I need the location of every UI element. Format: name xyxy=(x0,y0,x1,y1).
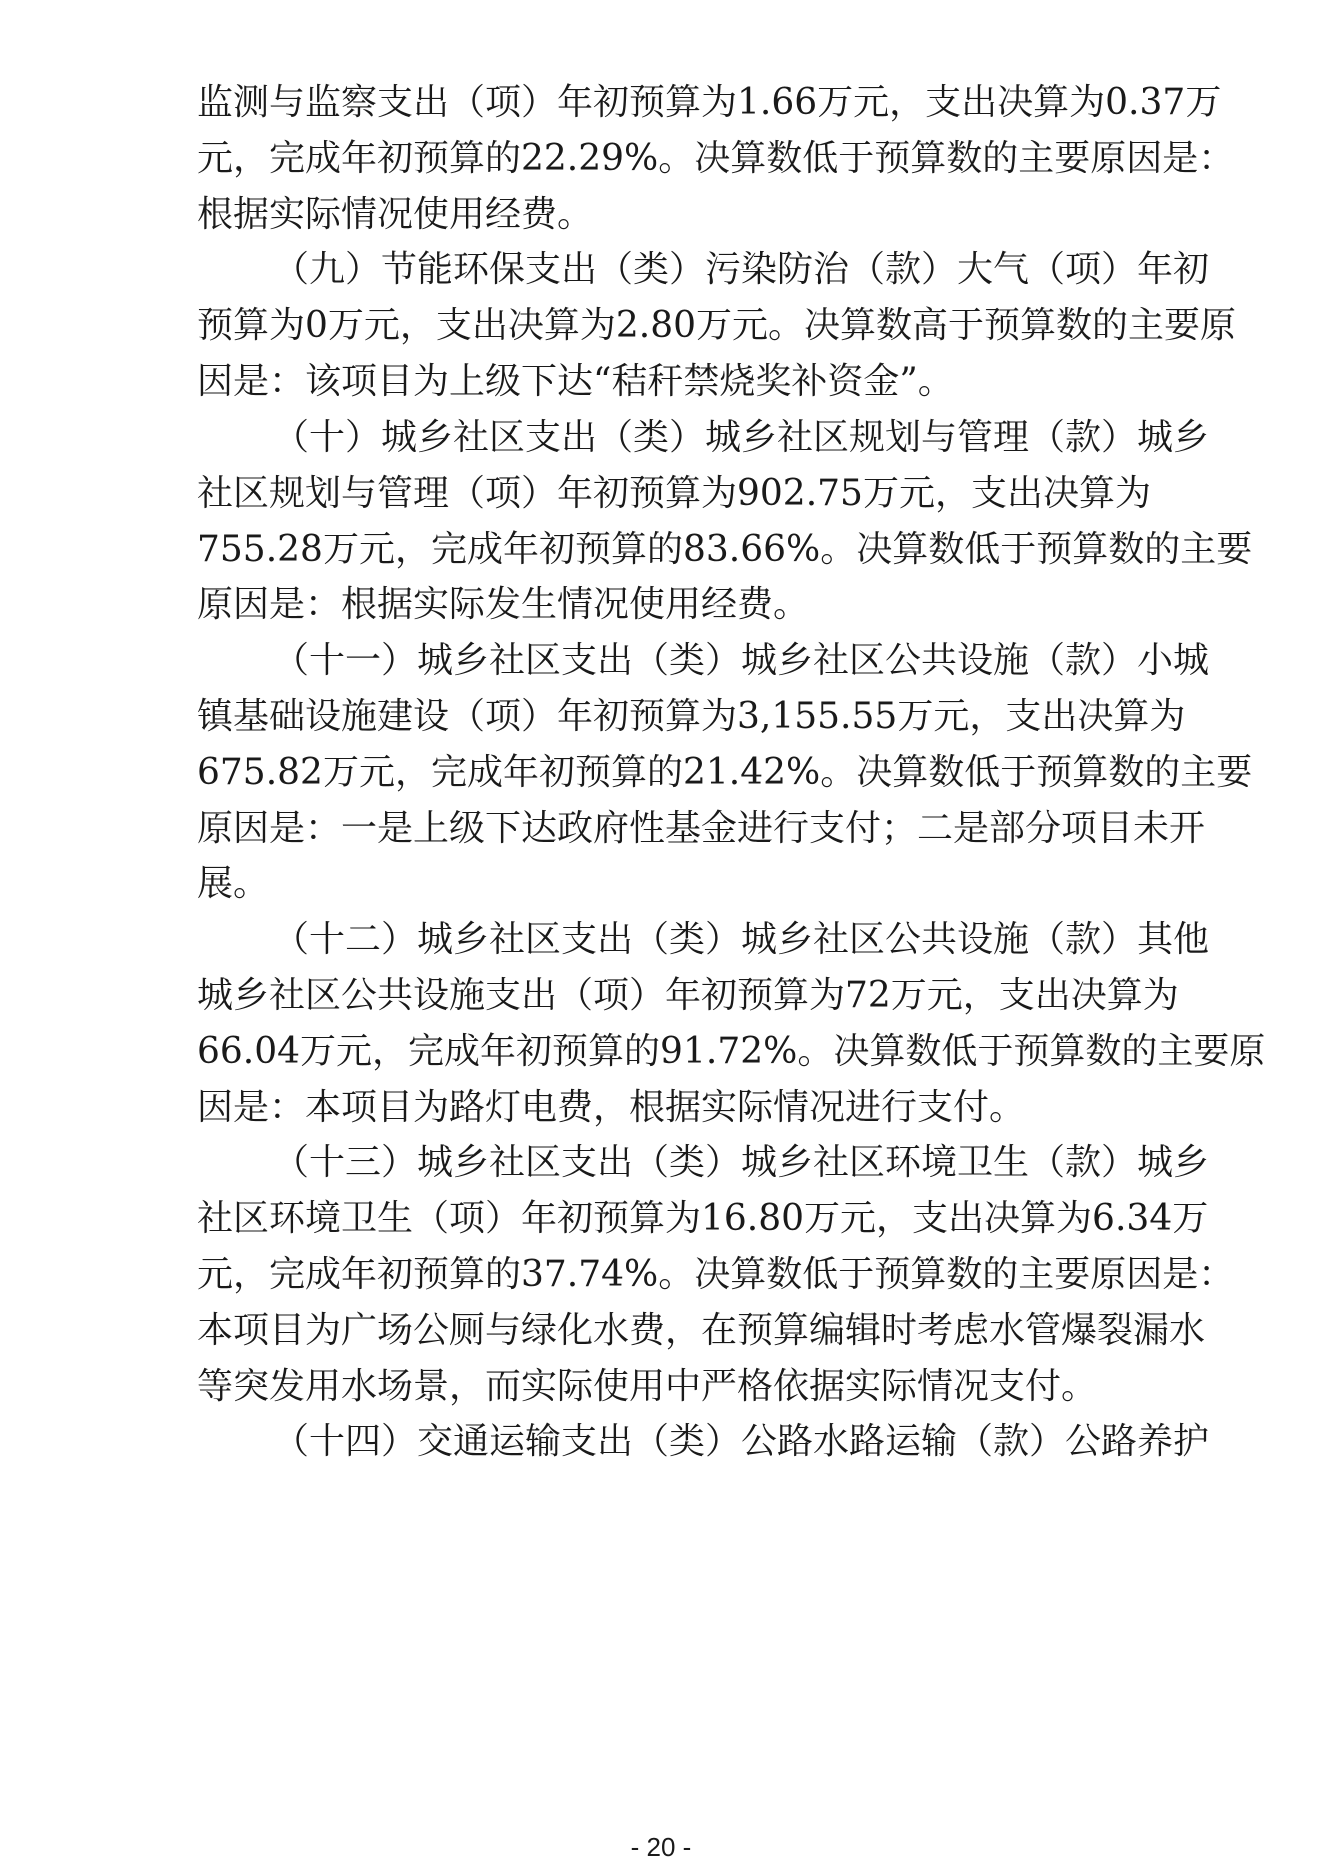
body-text-line: 原因是：一是上级下达政府性基金进行支付；二是部分项目未开 xyxy=(197,808,1206,849)
body-text-line: 原因是：根据实际发生情况使用经费。 xyxy=(197,584,810,625)
body-text-line: 66.04万元，完成年初预算的91.72%。决算数低于预算数的主要原 xyxy=(197,1031,1266,1072)
body-text-line: 监测与监察支出（项）年初预算为1.66万元，支出决算为0.37万 xyxy=(197,82,1222,123)
body-text-line: 社区环境卫生（项）年初预算为16.80万元，支出决算为6.34万 xyxy=(197,1198,1209,1239)
body-text-line: 镇基础设施建设（项）年初预算为3,155.55万元，支出决算为 xyxy=(197,696,1186,737)
body-text-line: （十二）城乡社区支出（类）城乡社区公共设施（款）其他 xyxy=(273,919,1210,960)
body-text-line: 等突发用水场景，而实际使用中严格依据实际情况支付。 xyxy=(197,1366,1098,1407)
body-text-line: 因是：该项目为上级下达“秸秆禁烧奖补资金”。 xyxy=(197,361,954,402)
body-text-line: 元，完成年初预算的22.29%。决算数低于预算数的主要原因是： xyxy=(197,138,1235,179)
page-number: - 20 - xyxy=(630,1832,692,1862)
body-text-line: （十一）城乡社区支出（类）城乡社区公共设施（款）小城 xyxy=(273,640,1210,681)
body-text-line: 根据实际情况使用经费。 xyxy=(197,194,594,235)
body-text-line: （十三）城乡社区支出（类）城乡社区环境卫生（款）城乡 xyxy=(273,1142,1210,1183)
body-text-line: 755.28万元，完成年初预算的83.66%。决算数低于预算数的主要 xyxy=(197,529,1253,570)
body-text-line: 本项目为广场公厕与绿化水费，在预算编辑时考虑水管爆裂漏水 xyxy=(197,1310,1206,1351)
body-text-line: 社区规划与管理（项）年初预算为902.75万元，支出决算为 xyxy=(197,473,1151,514)
body-text-line: （九）节能环保支出（类）污染防治（款）大气（项）年初 xyxy=(273,249,1210,290)
body-text-line: 因是：本项目为路灯电费，根据实际情况进行支付。 xyxy=(197,1087,1026,1128)
body-text-line: 预算为0万元，支出决算为2.80万元。决算数高于预算数的主要原 xyxy=(197,305,1237,346)
body-text-line: （十四）交通运输支出（类）公路水路运输（款）公路养护 xyxy=(273,1421,1210,1462)
body-text-line: 城乡社区公共设施支出（项）年初预算为72万元，支出决算为 xyxy=(197,975,1179,1016)
body-text-line: 展。 xyxy=(197,863,270,904)
body-text-line: （十）城乡社区支出（类）城乡社区规划与管理（款）城乡 xyxy=(273,417,1210,458)
body-text-line: 元，完成年初预算的37.74%。决算数低于预算数的主要原因是： xyxy=(197,1254,1235,1295)
body-text-line: 675.82万元，完成年初预算的21.42%。决算数低于预算数的主要 xyxy=(197,752,1253,793)
